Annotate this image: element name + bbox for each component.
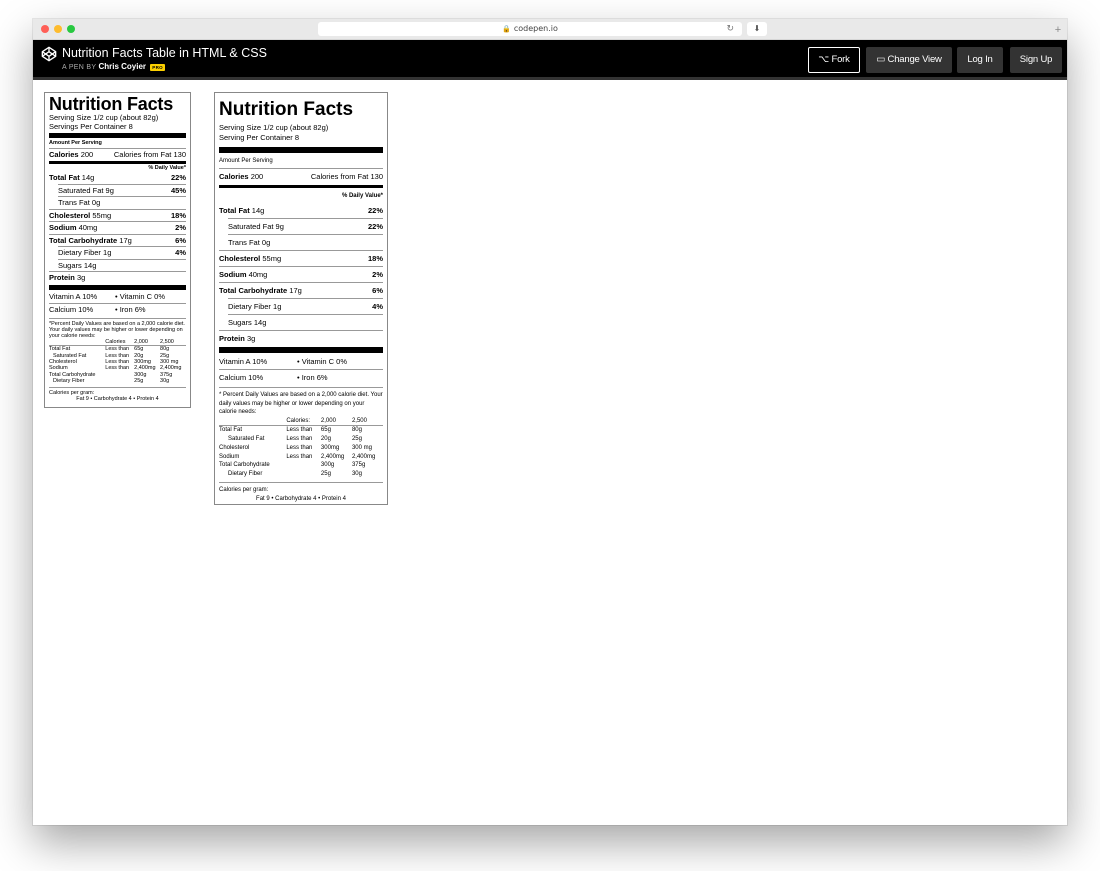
nutrient-row [49, 271, 186, 284]
table-cell: 25g [351, 436, 362, 443]
table-row [49, 346, 186, 353]
table-row [219, 444, 383, 453]
cpg-values: Fat 9 • Carbohydrate 4 • Protein 4 [256, 495, 346, 502]
browser-toolbar [33, 19, 1067, 40]
nutrient-row [49, 209, 186, 222]
nutrient-name-amount [49, 235, 132, 247]
table-cell: 25g [320, 471, 331, 478]
nutrient-row [228, 314, 383, 330]
nutrient-row [49, 221, 186, 234]
nutrient-amount: 55mg [92, 210, 112, 220]
nutrient-daily-value: 22% [367, 206, 383, 215]
table-cell: 25g [160, 352, 170, 359]
nutrient-row [219, 203, 383, 218]
author-link[interactable]: Chris Coyier [98, 62, 147, 71]
fork-icon: ⌥ [818, 54, 830, 65]
nutrient-label: Dietary Fiber [228, 302, 271, 311]
medium-divider [49, 161, 186, 164]
nutrient-amount: 14g [83, 260, 97, 270]
table-cell: Less than [286, 444, 313, 451]
table-header-cell [219, 417, 286, 426]
table-row [219, 461, 383, 470]
nutrient-amount: 1g [103, 248, 112, 258]
vitamin-row [219, 369, 383, 385]
table-row [219, 453, 383, 462]
table-cell: 20g [134, 352, 144, 359]
nutrient-amount: 55mg [262, 254, 282, 263]
table-cell: 30g [351, 471, 362, 478]
table-cell: 375g [351, 462, 366, 469]
nutrient-row [58, 259, 186, 272]
vitamin-row [49, 291, 186, 303]
calories-from-fat: Calories from Fat 130 [113, 149, 186, 159]
table-cell: 2,400mg [160, 365, 182, 372]
cpg-values: Fat 9 • Carbohydrate 4 • Protein 4 [76, 396, 159, 403]
table-row [49, 378, 186, 384]
table-cell: 30g [160, 378, 170, 385]
daily-values-table [49, 339, 186, 385]
close-window-button[interactable] [41, 25, 49, 33]
vitamin-item: • Vitamin C 0% [115, 291, 166, 301]
nutrient-row [49, 172, 186, 184]
vitamin-rows [49, 291, 186, 316]
thick-divider [49, 285, 186, 290]
table-cell: 300 mg [160, 359, 179, 366]
table-header-cell [49, 339, 105, 346]
serving-size: Serving Size 1/2 cup (about 82g) [49, 113, 159, 122]
medium-divider [219, 185, 383, 188]
by-prefix: A PEN BY [62, 64, 97, 71]
nutrient-daily-value: 18% [367, 254, 383, 263]
reload-icon[interactable]: ↻ [726, 24, 734, 34]
label-title: Nutrition Facts [49, 94, 174, 114]
nutrient-label: Total Carbohydrate [219, 286, 288, 295]
pen-title: Nutrition Facts Table in HTML & CSS [62, 46, 267, 60]
table-cell: 65g [134, 346, 144, 353]
table-cell: Sodium [219, 453, 240, 460]
vitamin-item: Vitamin A 10% [219, 357, 268, 366]
calories-value: 200 [250, 172, 264, 181]
table-header-cell: 2,500 [352, 417, 383, 426]
table-cell: Less than [105, 352, 130, 359]
nutrient-amount: 3g [246, 334, 256, 343]
serving-size: Serving Size 1/2 cup (about 82g) [219, 123, 329, 132]
table-cell: 80g [351, 427, 362, 434]
login-button[interactable]: Log In [957, 47, 1003, 73]
codepen-logo-icon[interactable] [41, 46, 57, 62]
nutrient-name-amount [228, 219, 284, 234]
table-row [219, 426, 383, 435]
table-cell: 2,400mg [134, 365, 156, 372]
change-view-label: Change View [887, 54, 942, 65]
nutrient-row [228, 218, 383, 234]
nutrient-rows [49, 172, 186, 284]
vitamin-row [219, 354, 383, 369]
maximize-window-button[interactable] [67, 25, 75, 33]
nutrient-name-amount [228, 315, 266, 330]
table-header-cell: 2,000 [134, 339, 160, 346]
vitamin-item: Calcium 10% [219, 373, 264, 382]
nutrient-name-amount [58, 247, 111, 259]
nutrient-name-amount [228, 299, 281, 314]
vitamin-item: Calcium 10% [49, 304, 94, 314]
daily-value-header: % Daily Value* [341, 193, 383, 199]
calories-row [49, 148, 186, 161]
nutrient-amount: 3g [76, 273, 86, 283]
table-cell: Saturated Fat [228, 436, 265, 443]
nutrient-label: Cholesterol [49, 210, 91, 220]
table-cell: Total Fat [219, 427, 243, 434]
table-cell: Less than [286, 427, 313, 434]
footnote: *Percent Daily Values are based on a 2,000 calorie diet. Your daily values may be higher or lower depending on your calorie needs: [49, 318, 186, 339]
vitamin-item: Vitamin A 10% [49, 291, 98, 301]
table-cell: Dietary Fiber [53, 378, 85, 385]
nutrient-amount: 0g [261, 238, 271, 247]
table-cell: Sodium [49, 365, 68, 372]
nutrient-amount: 40mg [78, 223, 98, 233]
plus-icon[interactable]: + [1054, 24, 1062, 36]
calories-row [219, 168, 383, 184]
fork-button[interactable] [808, 47, 860, 73]
nutrient-daily-value: 18% [170, 210, 186, 220]
nutrient-name-amount [219, 283, 302, 298]
nutrient-label: Sugars [58, 260, 82, 270]
table-cell: Cholesterol [219, 444, 250, 451]
footnote: * Percent Daily Values are based on a 2,000 calorie diet. Your daily values may be higher or lower depending on your calorie needs: [219, 387, 383, 417]
table-cell: 375g [160, 371, 173, 378]
table-cell: Less than [105, 346, 130, 353]
thick-divider [49, 133, 186, 138]
nutrient-row [228, 298, 383, 314]
pro-badge: PRO [152, 64, 163, 70]
daily-value-header: % Daily Value* [148, 165, 186, 172]
calories-label: Calories [49, 149, 79, 159]
browser-window [33, 19, 1067, 825]
nutrient-label: Sugars [228, 318, 252, 327]
nutrient-row [49, 234, 186, 247]
cpg-label: Calories per gram: [49, 389, 95, 396]
nutrient-label: Total Carbohydrate [49, 235, 118, 245]
table-cell [286, 470, 321, 479]
nutrient-label: Saturated Fat [58, 185, 104, 195]
minimize-window-button[interactable] [54, 25, 62, 33]
table-cell: Total Fat [49, 346, 71, 353]
daily-values-table [219, 417, 383, 480]
fork-label: Fork [831, 54, 850, 65]
calories-from-fat: Calories from Fat 130 [310, 172, 383, 181]
label-title: Nutrition Facts [219, 99, 354, 120]
calories-value: 200 [80, 149, 94, 159]
nutrient-amount: 1g [273, 302, 282, 311]
nutrient-daily-value: 4% [372, 302, 383, 311]
amount-per-serving: Amount Per Serving [219, 158, 273, 164]
servings-per-container: Serving Per Container 8 [219, 133, 300, 142]
nutrient-amount: 17g [119, 235, 132, 245]
table-cell: Less than [105, 365, 130, 372]
nutrient-row [58, 246, 186, 259]
lock-icon: 🔒 [502, 25, 511, 33]
vitamin-item: • Vitamin C 0% [297, 357, 348, 366]
nutrient-daily-value: 4% [175, 248, 186, 258]
nutrient-name-amount [58, 260, 96, 272]
nutrient-row [219, 282, 383, 298]
window-controls [41, 25, 75, 33]
nutrient-label: Trans Fat [228, 238, 260, 247]
pen-author-line [62, 62, 165, 71]
table-cell: Less than [105, 359, 130, 366]
nutrient-name-amount [219, 203, 264, 218]
thick-divider [219, 147, 383, 153]
table-cell: 300mg [134, 359, 151, 366]
nutrient-daily-value: 2% [175, 223, 186, 233]
table-cell: 300g [320, 462, 335, 469]
table-row [219, 470, 383, 479]
nutrient-row [58, 184, 186, 197]
table-cell: 65g [320, 427, 331, 434]
nutrient-daily-value: 22% [170, 173, 186, 183]
table-cell: 300g [134, 371, 147, 378]
table-cell: Dietary Fiber [228, 471, 263, 478]
signup-button[interactable]: Sign Up [1010, 47, 1062, 73]
url-text: codepen.io [513, 24, 558, 33]
cpg-label: Calories per gram: [219, 487, 269, 494]
nutrient-name-amount [228, 235, 270, 250]
vitamin-row [49, 303, 186, 316]
nutrient-daily-value: 45% [170, 185, 186, 195]
codepen-header [33, 40, 1067, 80]
nutrient-name-amount [58, 185, 114, 197]
table-cell: Saturated Fat [53, 352, 87, 359]
nutrient-label: Cholesterol [219, 254, 261, 263]
nutrient-label: Sodium [219, 270, 247, 279]
nutrient-daily-value: 2% [372, 270, 383, 279]
table-cell [286, 461, 321, 470]
nutrient-label: Protein [49, 273, 75, 283]
nutrient-amount: 14g [253, 318, 267, 327]
nutrient-label: Total Fat [49, 173, 80, 183]
nutrient-daily-value: 6% [175, 235, 186, 245]
table-cell: 2,400mg [351, 453, 376, 460]
nutrient-label: Trans Fat [58, 198, 90, 208]
table-cell: 80g [160, 346, 170, 353]
download-icon[interactable]: ⬇ [747, 22, 767, 36]
nutrition-label-1 [44, 92, 191, 408]
nutrient-row [219, 250, 383, 266]
nutrient-daily-value: 22% [367, 222, 383, 231]
calories-label: Calories [219, 172, 249, 181]
thick-divider [219, 347, 383, 353]
nutrient-amount: 14g [81, 173, 95, 183]
vitamin-item: • Iron 6% [297, 373, 328, 382]
table-cell: Cholesterol [49, 359, 77, 366]
table-header-row [49, 339, 186, 346]
nutrient-label: Total Fat [219, 206, 250, 215]
nutrition-label-2 [214, 92, 388, 505]
nutrient-name-amount [49, 172, 94, 184]
nutrient-label: Saturated Fat [228, 222, 274, 231]
table-cell: 300mg [320, 444, 340, 451]
table-cell [105, 378, 134, 384]
table-cell: Less than [286, 436, 313, 443]
nutrient-rows [219, 203, 383, 346]
table-cell: 20g [320, 436, 331, 443]
table-cell: 25g [134, 378, 144, 385]
change-view-button[interactable] [866, 47, 952, 73]
table-cell: 300 mg [351, 444, 372, 451]
layout-icon: ▭ [876, 54, 886, 65]
nutrient-name-amount [219, 331, 255, 346]
nutrient-name-amount [58, 197, 100, 209]
table-cell: Total Carbohydrate [49, 371, 96, 378]
nutrient-amount: 14g [251, 206, 265, 215]
table-cell: Total Carbohydrate [219, 462, 270, 469]
amount-per-serving: Amount Per Serving [49, 139, 102, 146]
nutrient-name-amount [219, 251, 281, 266]
vitamin-rows [219, 354, 383, 385]
nutrient-name-amount [49, 222, 97, 234]
table-header-cell: 2,500 [160, 339, 186, 346]
nutrient-name-amount [219, 267, 267, 282]
nutrient-name-amount [49, 210, 111, 222]
address-bar[interactable] [318, 22, 742, 36]
nutrient-row [228, 234, 383, 250]
nutrient-daily-value: 6% [372, 286, 383, 295]
nutrient-row [219, 266, 383, 282]
nutrient-label: Dietary Fiber [58, 248, 101, 258]
calories-per-gram [219, 482, 383, 503]
nutrient-amount: 9g [275, 222, 284, 231]
nutrient-amount: 17g [289, 286, 302, 295]
table-header-cell: 2,000 [321, 417, 352, 426]
table-cell: Less than [286, 453, 313, 460]
table-header-row [219, 417, 383, 426]
calories-per-gram [49, 387, 186, 403]
nutrient-label: Sodium [49, 223, 77, 233]
nutrient-row [219, 330, 383, 346]
nutrient-amount: 9g [105, 185, 114, 195]
nutrient-amount: 40mg [248, 270, 268, 279]
table-cell: 2,400mg [320, 453, 345, 460]
table-header-cell: Calories [105, 339, 134, 346]
vitamin-item: • Iron 6% [115, 304, 146, 314]
nutrient-row [58, 196, 186, 209]
table-header-cell: Calories: [286, 417, 321, 426]
servings-per-container: Servings Per Container 8 [49, 122, 133, 132]
nutrient-label: Protein [219, 334, 245, 343]
preview-pane [33, 80, 1067, 825]
nutrient-amount: 0g [91, 198, 101, 208]
nutrient-name-amount [49, 272, 85, 284]
table-row [219, 435, 383, 444]
